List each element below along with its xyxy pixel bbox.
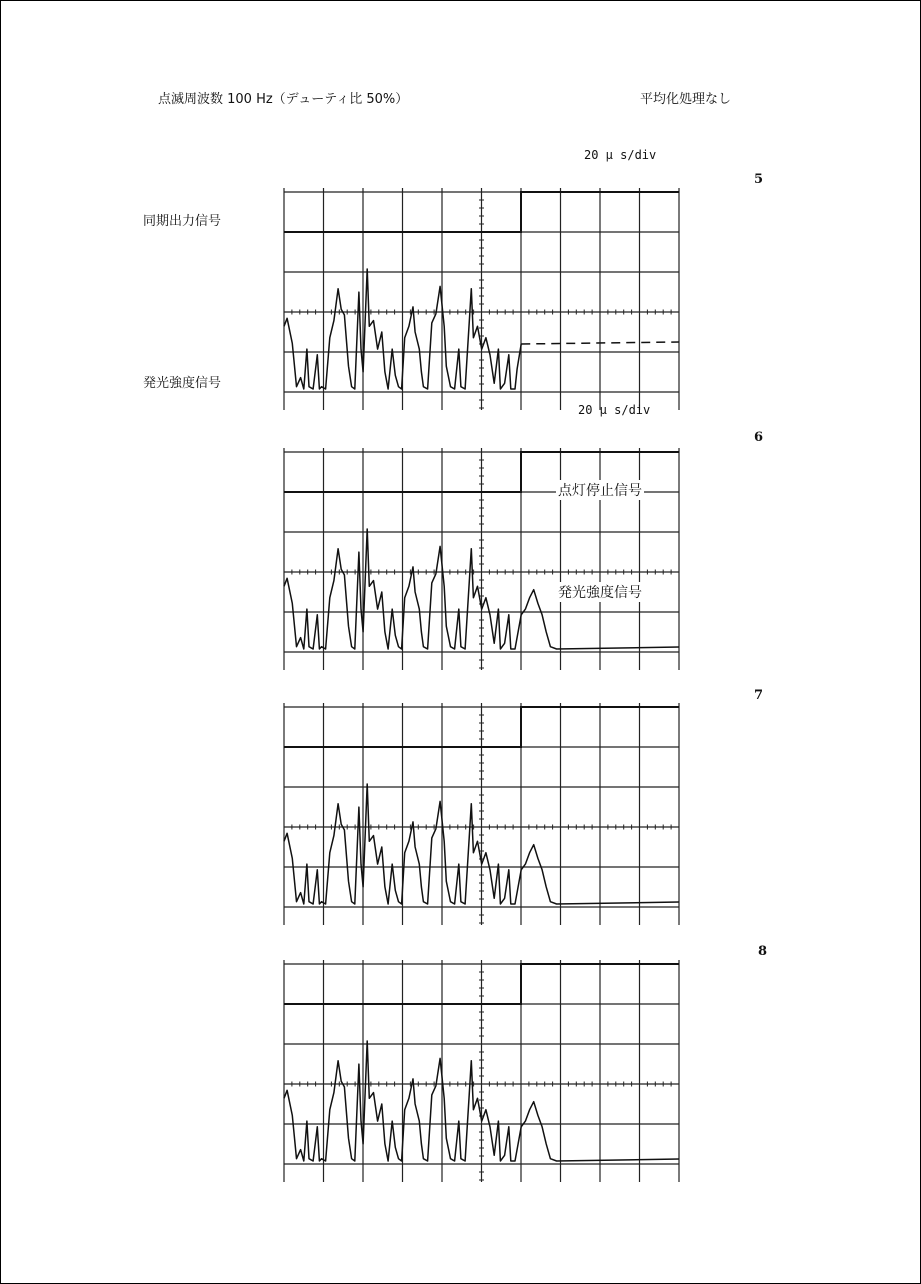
- sync-output-label: 同期出力信号: [143, 214, 222, 229]
- panel-8-number: 8: [758, 944, 768, 959]
- panel-5-number: 5: [754, 172, 764, 187]
- emission-intensity-label: 発光強度信号: [143, 376, 222, 391]
- lighting-stop-label: 点灯停止信号: [556, 480, 644, 500]
- emission-signal-dashed: [521, 342, 679, 344]
- panel-6-number: 6: [754, 430, 764, 445]
- scope-panel-5: [282, 188, 682, 410]
- emission-intensity-inner-label: 発光強度信号: [556, 582, 644, 602]
- panel-5-timebase: 20 μ s/div: [584, 148, 657, 162]
- scope-panel-7: [282, 703, 682, 925]
- panel-6-timebase: 20 μ s/div: [578, 403, 651, 417]
- scope-panel-8: [282, 960, 682, 1182]
- header-averaging: 平均化処理なし: [640, 92, 732, 107]
- header-condition: 点滅周波数 100 Hz（デューティ比 50%）: [158, 92, 409, 107]
- panel-7-number: 7: [754, 688, 764, 703]
